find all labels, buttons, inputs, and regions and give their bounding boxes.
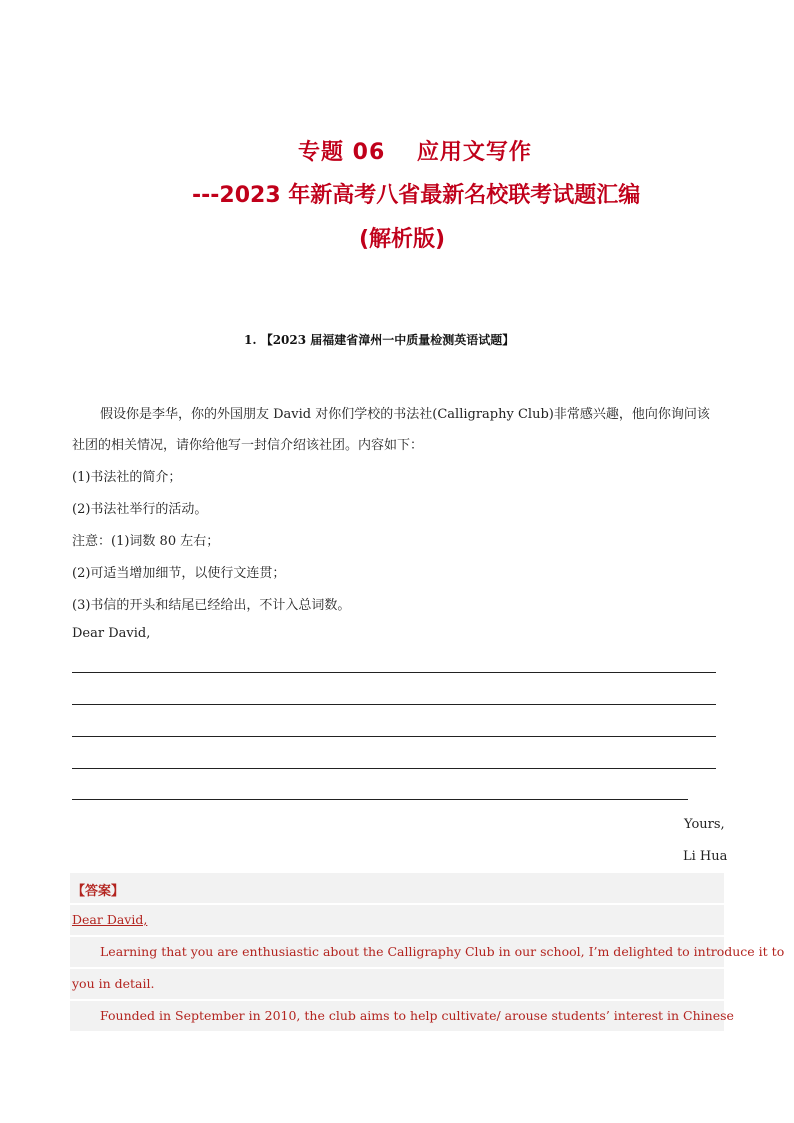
note-2: (2)可适当增加细节，以使行文连贯；: [72, 566, 286, 581]
writing-line-2: [72, 704, 716, 705]
answer-label: 【答案】: [72, 884, 125, 899]
answer-row-bg: [70, 873, 724, 903]
answer-salutation: Dear David,: [72, 912, 148, 927]
note-1: 注意：(1)词数 80 左右；: [72, 534, 220, 549]
answer-line-2: you in detail.: [72, 976, 155, 991]
prompt-line-1: 假设你是李华，你的外国朋友 David 对你们学校的书法社(Calligraphy Club)非常感兴趣，他向你询问该: [100, 407, 710, 422]
note-3: (3)书信的开头和结尾已经给出，不计入总词数。: [72, 598, 351, 613]
answer-row-bg: [70, 969, 724, 999]
letter-closing: Yours,: [684, 817, 725, 832]
answer-line-3: Founded in September in 2010, the club aims to help cultivate/ arouse students’ interest in Chinese: [100, 1008, 734, 1023]
title-line-3: (解析版): [359, 227, 446, 252]
writing-line-1: [72, 672, 716, 673]
prompt-line-2: 社团的相关情况，请你给他写一封信介绍该社团。内容如下：: [72, 438, 424, 453]
answer-row-bg: [70, 905, 724, 935]
prompt-item-2: (2)书法社举行的活动。: [72, 502, 208, 517]
letter-salutation: Dear David,: [72, 626, 151, 641]
writing-line-3: [72, 736, 716, 737]
question-heading: 1. 【2023 届福建省漳州一中质量检测英语试题】: [244, 333, 515, 347]
letter-signature: Li Hua: [683, 849, 728, 864]
title-line-1: 专题 06 应用文写作: [298, 140, 532, 165]
writing-line-5: [72, 799, 688, 800]
prompt-item-1: (1)书法社的简介；: [72, 470, 182, 485]
title-line-2: ---2023 年新高考八省最新名校联考试题汇编: [192, 183, 641, 208]
answer-line-1: Learning that you are enthusiastic about the Calligraphy Club in our school, I’m delighted to introduce it to: [100, 944, 785, 959]
writing-line-4: [72, 768, 716, 769]
